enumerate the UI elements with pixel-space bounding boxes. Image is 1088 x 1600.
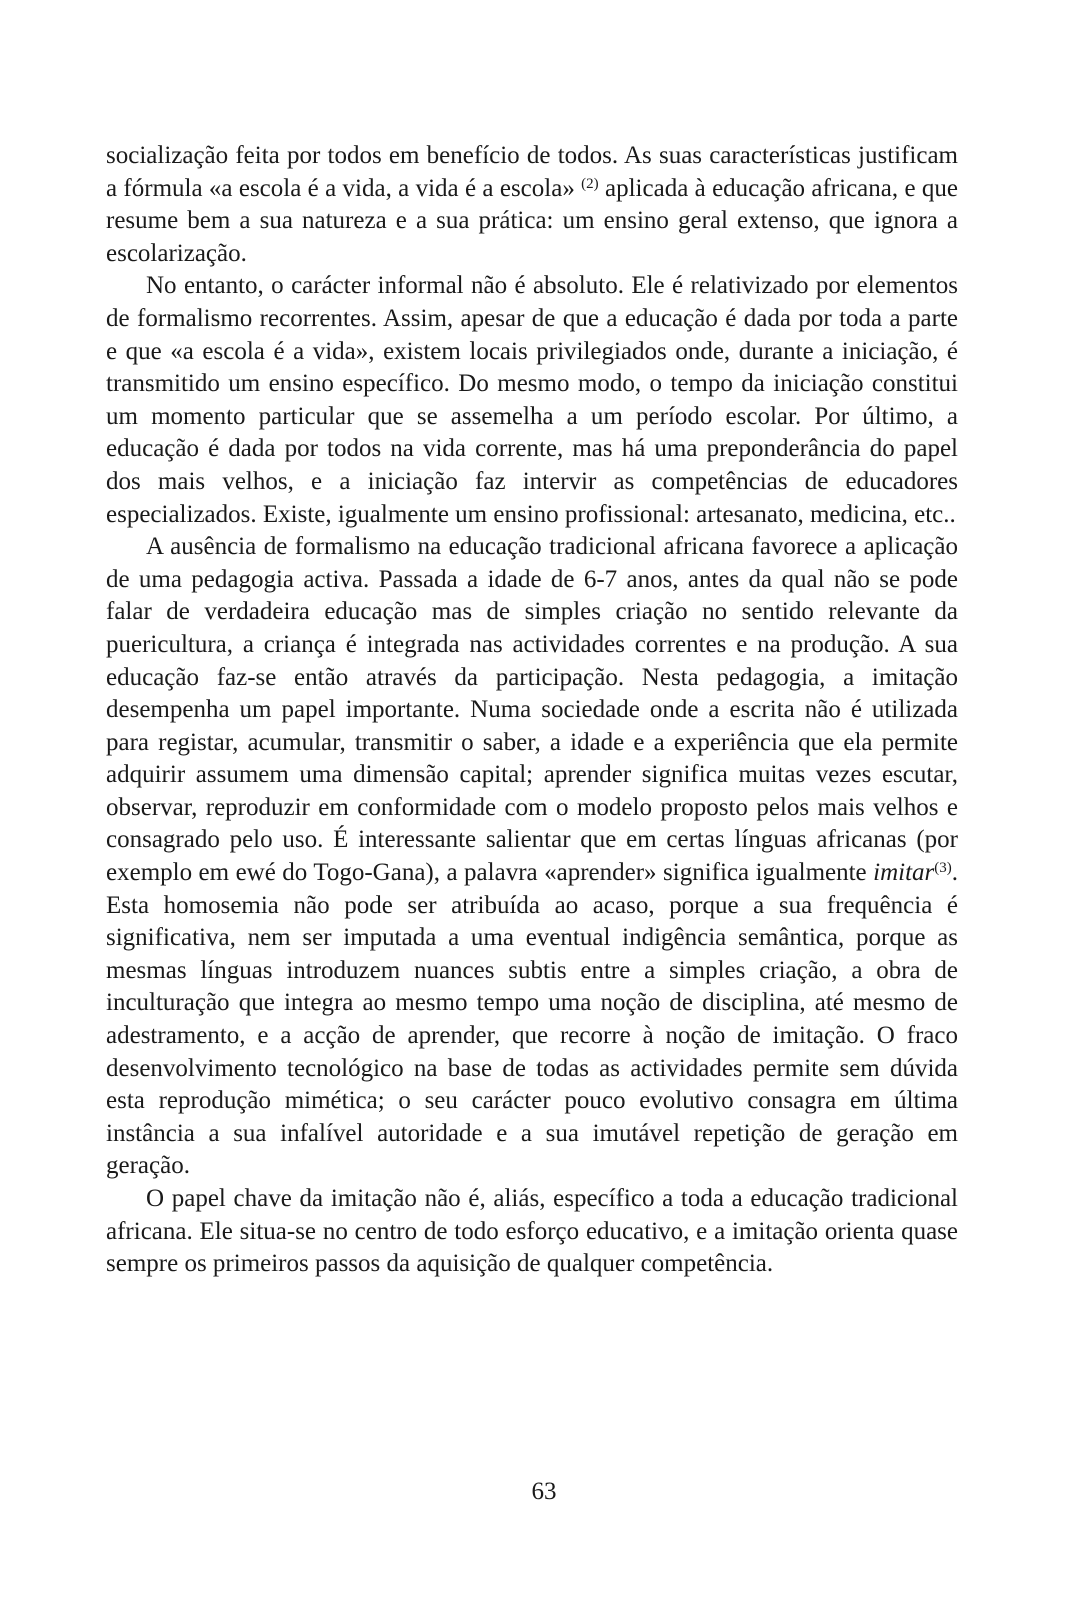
paragraph-1 [106,140,958,270]
paragraph-3 [106,531,958,1183]
paragraph-1-text-a: socialização feita por todos em benefício de todos. As suas características justificam a fórmula «a escola é a vida, a vida é a escola» [106,142,958,202]
document-body [106,140,958,1281]
page-number: 63 [531,1478,557,1505]
footnote-ref-2[interactable]: (2) [581,175,599,192]
paragraph-3-text-b: . Esta homosemia não pode ser atribuída ao acaso, porque a sua frequência é significativa, nem ser imputada a uma eventual indigência semântica, porque as mesmas línguas introduzem nuances subtis entre a simples criação, a obra de inculturação que integra ao mesmo tempo uma noção de disciplina, até mesmo de adestramento, e a acção de aprender, que recorre à noção de imitação. O fraco desenvolvimento tecnológico na base de todas as actividades permite sem dúvida esta reprodução mimética; o seu carácter pouco evolutivo consagra em última instância a sua infalível autoridade e a sua imutável repetição de geração em geração. [106,859,958,1180]
paragraph-2: No entanto, o carácter informal não é absoluto. Ele é relativizado por elementos de formalismo recorrentes. Assim, apesar de que a educação é dada por toda a parte e que «a escola é a vida», existem locais privilegiados onde, durante a iniciação, é transmitido um ensino específico. Do mesmo modo, o tempo da iniciação constitui um momento particular que se assemelha a um período escolar. Por último, a educação é dada por todos na vida corrente, mas há uma preponderância do papel dos mais velhos, e a iniciação faz intervir as competências de educadores especializados. Existe, igualmente um ensino profissional: artesanato, medicina, etc.. [106,272,958,528]
paragraph-4: O papel chave da imitação não é, aliás, específico a toda a educação tradicional africana. Ele situa-se no centro de todo esforço educativo, e a imitação orienta quase sempre os primeiros passos da aquisição de qualquer competência. [106,1185,958,1278]
italic-word-imitar: imitar [873,859,935,887]
paragraph-1-text-b: aplicada à educação africana, e que resume bem a sua natureza e a sua prática: um ensino geral extenso, que ignora a escolarização. [106,174,958,267]
paragraph-3-text-a: A ausência de formalismo na educação tradicional africana favorece a aplicação de uma pedagogia activa. Passada a idade de 6-7 anos, antes da qual não se pode falar de verdadeira educação mas de simples criação no sentido relevante da puericultura, a criança é integrada nas actividades correntes e na produção. A sua educação faz-se então através da participação. Nesta pedagogia, a imitação desempenha um papel importante. Numa sociedade onde a escrita não é utilizada para registar, acumular, transmitir o saber, a idade e a experiência que ela permite adquirir assumem uma dimensão capital; aprender significa muitas vezes escutar, observar, reproduzir em conformidade com o modelo proposto pelos mais velhos e consagrado pelo uso. É interessante salientar que em certas línguas africanas (por exemplo em ewé do Togo-Gana), a palavra «aprender» significa igualmente [106,533,958,887]
footnote-ref-3[interactable]: (3) [934,860,952,877]
